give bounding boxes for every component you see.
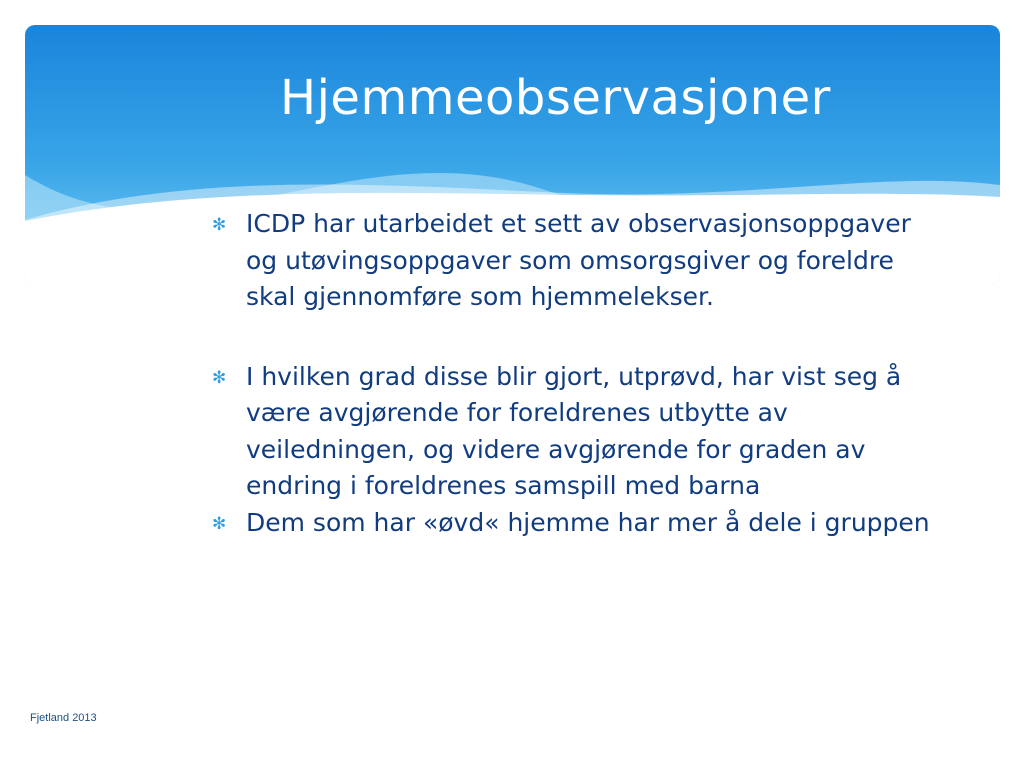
footer-text: Fjetland 2013 [30,712,97,724]
bullet-item [212,206,932,316]
asterisk-bullet-icon: ✻ [212,215,227,235]
slide-title: Hjemmeobservasjoner [280,70,831,126]
bullet-item [212,359,932,505]
bullet-text: Dem som har «øvd« hjemme har mer å dele i gruppen [246,507,930,537]
asterisk-bullet-icon: ✻ [212,367,227,388]
bullet-text: I hvilken grad disse blir gjort, utprøvd, har vist seg å være avgjørende for foreldrenes utbytte av veiledningen, og videre avgjørende for graden av endring i foreldrenes samspill med barna [246,361,902,500]
bullet-item [212,505,932,542]
bullet-list [212,206,932,541]
bullet-text: ICDP har utarbeidet et sett av observasjonsoppgaver og utøvingsoppgaver som omsorgsgiver og foreldre skal gjennomføre som hjemmelekser. [246,209,911,311]
asterisk-bullet-icon: ✻ [212,513,227,534]
